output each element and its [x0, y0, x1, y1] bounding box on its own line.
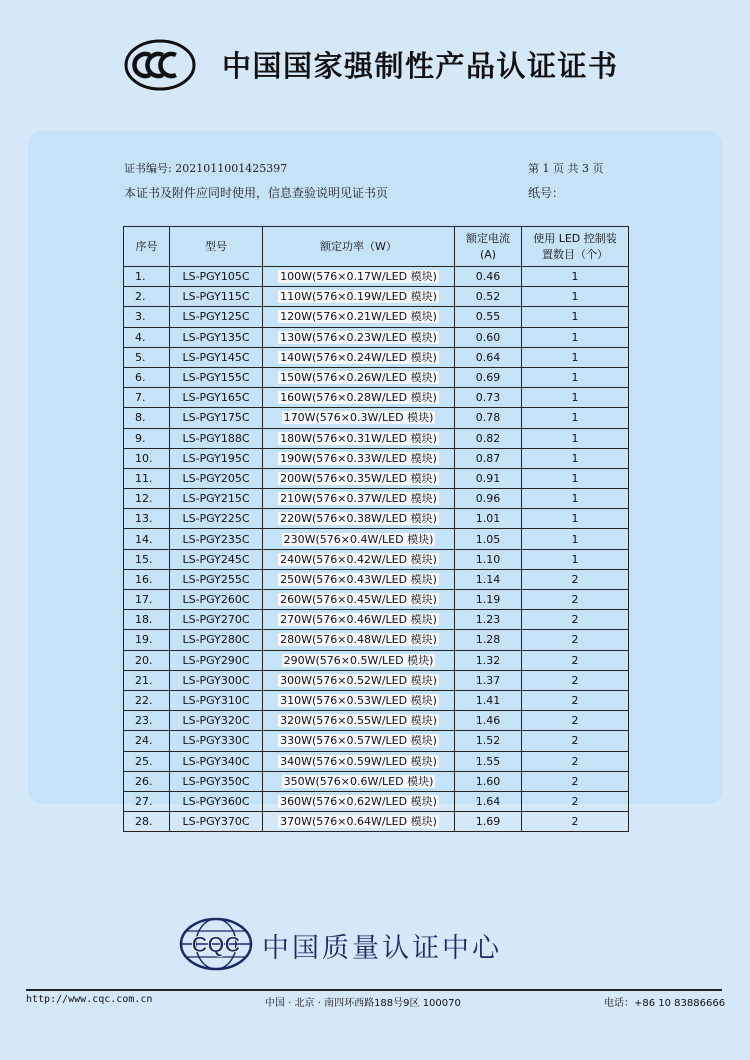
cell-no: 6.	[124, 367, 170, 387]
cell-power: 130W(576×0.23W/LED 模块)	[263, 327, 455, 347]
footer-phone: 电话：+86 10 83886666	[604, 998, 726, 1009]
paper-number-label: 纸号：	[528, 186, 565, 200]
cell-current: 1.14	[455, 569, 522, 589]
cell-controllers: 1	[522, 549, 629, 569]
svg-text:CQC: CQC	[191, 932, 241, 957]
cell-no: 9.	[124, 428, 170, 448]
cell-model: LS-PGY245C	[170, 549, 263, 569]
cell-model: LS-PGY270C	[170, 610, 263, 630]
cell-current: 1.41	[455, 690, 522, 710]
cell-current: 1.60	[455, 771, 522, 791]
cell-model: LS-PGY135C	[170, 327, 263, 347]
header-no: 序号	[124, 227, 170, 267]
cell-power: 260W(576×0.45W/LED 模块)	[263, 590, 455, 610]
cell-model: LS-PGY105C	[170, 267, 263, 287]
cell-controllers: 1	[522, 367, 629, 387]
cell-controllers: 1	[522, 509, 629, 529]
cell-current: 1.01	[455, 509, 522, 529]
cell-controllers: 1	[522, 327, 629, 347]
table-row	[124, 549, 629, 569]
cell-model: LS-PGY290C	[170, 650, 263, 670]
cell-model: LS-PGY300C	[170, 670, 263, 690]
table-row	[124, 267, 629, 287]
table-row	[124, 347, 629, 367]
table-row	[124, 590, 629, 610]
table-header-row	[124, 227, 629, 267]
cell-power: 220W(576×0.38W/LED 模块)	[263, 509, 455, 529]
cell-power: 370W(576×0.64W/LED 模块)	[263, 812, 455, 832]
cell-power: 240W(576×0.42W/LED 模块)	[263, 549, 455, 569]
cell-controllers: 1	[522, 529, 629, 549]
header-power: 额定功率（W）	[263, 227, 455, 267]
cell-no: 12.	[124, 489, 170, 509]
table-row	[124, 428, 629, 448]
cell-current: 0.87	[455, 448, 522, 468]
cell-no: 15.	[124, 549, 170, 569]
cell-current: 1.10	[455, 549, 522, 569]
cell-no: 25.	[124, 751, 170, 771]
table-row	[124, 388, 629, 408]
cell-model: LS-PGY350C	[170, 771, 263, 791]
cell-no: 1.	[124, 267, 170, 287]
cell-current: 1.32	[455, 650, 522, 670]
table-row	[124, 771, 629, 791]
cell-current: 1.64	[455, 791, 522, 811]
cell-current: 1.19	[455, 590, 522, 610]
cell-power: 120W(576×0.21W/LED 模块)	[263, 307, 455, 327]
cell-current: 0.55	[455, 307, 522, 327]
cell-power: 320W(576×0.55W/LED 模块)	[263, 711, 455, 731]
cell-power: 200W(576×0.35W/LED 模块)	[263, 468, 455, 488]
cell-power: 290W(576×0.5W/LED 模块)	[263, 650, 455, 670]
cell-no: 27.	[124, 791, 170, 811]
table-row	[124, 529, 629, 549]
footer-address: 中国 · 北京 · 南四环西路188号9区 100070	[265, 998, 461, 1009]
cell-no: 4.	[124, 327, 170, 347]
cell-current: 0.73	[455, 388, 522, 408]
cell-no: 17.	[124, 590, 170, 610]
table-row	[124, 569, 629, 589]
cell-current: 0.69	[455, 367, 522, 387]
header-model: 型号	[170, 227, 263, 267]
cell-no: 21.	[124, 670, 170, 690]
cell-power: 210W(576×0.37W/LED 模块)	[263, 489, 455, 509]
cell-controllers: 2	[522, 670, 629, 690]
cell-power: 360W(576×0.62W/LED 模块)	[263, 791, 455, 811]
cell-power: 340W(576×0.59W/LED 模块)	[263, 751, 455, 771]
cell-model: LS-PGY255C	[170, 569, 263, 589]
cell-power: 230W(576×0.4W/LED 模块)	[263, 529, 455, 549]
table-row	[124, 468, 629, 488]
cell-model: LS-PGY330C	[170, 731, 263, 751]
model-table	[123, 226, 629, 832]
cqc-logo-icon	[178, 916, 254, 972]
certificate-number: 2021011001425397	[175, 162, 288, 175]
cell-model: LS-PGY125C	[170, 307, 263, 327]
cell-no: 22.	[124, 690, 170, 710]
cell-current: 0.52	[455, 287, 522, 307]
cell-current: 1.52	[455, 731, 522, 751]
certificate-title: 中国国家强制性产品认证证书	[222, 49, 619, 83]
cell-power: 190W(576×0.33W/LED 模块)	[263, 448, 455, 468]
cell-current: 0.78	[455, 408, 522, 428]
cell-model: LS-PGY360C	[170, 791, 263, 811]
cell-controllers: 1	[522, 307, 629, 327]
cell-power: 270W(576×0.46W/LED 模块)	[263, 610, 455, 630]
table-row	[124, 751, 629, 771]
cell-model: LS-PGY310C	[170, 690, 263, 710]
footer-website[interactable]: http://www.cqc.com.cn	[26, 994, 153, 1005]
cell-model: LS-PGY320C	[170, 711, 263, 731]
table-body	[124, 267, 629, 832]
certificate-number-label: 证书编号:	[124, 162, 172, 175]
table-row	[124, 287, 629, 307]
table-row	[124, 610, 629, 630]
cell-no: 28.	[124, 812, 170, 832]
cell-controllers: 1	[522, 448, 629, 468]
ccc-logo-icon	[124, 38, 196, 92]
issuer-name: 中国质量认证中心	[262, 933, 502, 964]
header-current: 额定电流 (A)	[455, 227, 522, 267]
cell-controllers: 2	[522, 711, 629, 731]
header-controllers: 使用 LED 控制装置数目（个）	[522, 227, 629, 267]
cell-no: 19.	[124, 630, 170, 650]
cell-power: 150W(576×0.26W/LED 模块)	[263, 367, 455, 387]
cell-model: LS-PGY280C	[170, 630, 263, 650]
cell-controllers: 2	[522, 771, 629, 791]
cell-current: 0.60	[455, 327, 522, 347]
cell-controllers: 1	[522, 408, 629, 428]
cell-controllers: 2	[522, 690, 629, 710]
cell-controllers: 1	[522, 267, 629, 287]
cell-model: LS-PGY155C	[170, 367, 263, 387]
cell-model: LS-PGY215C	[170, 489, 263, 509]
cell-controllers: 2	[522, 751, 629, 771]
table-row	[124, 791, 629, 811]
cell-model: LS-PGY340C	[170, 751, 263, 771]
cell-power: 350W(576×0.6W/LED 模块)	[263, 771, 455, 791]
cell-no: 18.	[124, 610, 170, 630]
cell-no: 23.	[124, 711, 170, 731]
cell-controllers: 2	[522, 791, 629, 811]
cell-power: 160W(576×0.28W/LED 模块)	[263, 388, 455, 408]
cell-no: 20.	[124, 650, 170, 670]
cell-power: 250W(576×0.43W/LED 模块)	[263, 569, 455, 589]
cell-controllers: 1	[522, 287, 629, 307]
table-row	[124, 812, 629, 832]
table-row	[124, 630, 629, 650]
cell-controllers: 1	[522, 468, 629, 488]
cell-power: 110W(576×0.19W/LED 模块)	[263, 287, 455, 307]
cell-no: 3.	[124, 307, 170, 327]
cell-no: 7.	[124, 388, 170, 408]
footer-divider	[26, 989, 722, 991]
cell-no: 26.	[124, 771, 170, 791]
cell-no: 2.	[124, 287, 170, 307]
cell-no: 13.	[124, 509, 170, 529]
table-row	[124, 448, 629, 468]
table-row	[124, 711, 629, 731]
cell-no: 8.	[124, 408, 170, 428]
cell-model: LS-PGY260C	[170, 590, 263, 610]
cell-controllers: 2	[522, 630, 629, 650]
cell-model: LS-PGY225C	[170, 509, 263, 529]
page-info: 第 1 页 共 3 页	[528, 162, 604, 175]
table-row	[124, 731, 629, 751]
cell-model: LS-PGY205C	[170, 468, 263, 488]
cell-model: LS-PGY175C	[170, 408, 263, 428]
cell-power: 310W(576×0.53W/LED 模块)	[263, 690, 455, 710]
cell-power: 180W(576×0.31W/LED 模块)	[263, 428, 455, 448]
cell-no: 10.	[124, 448, 170, 468]
cell-controllers: 2	[522, 569, 629, 589]
cell-controllers: 1	[522, 347, 629, 367]
cell-controllers: 1	[522, 388, 629, 408]
cell-no: 16.	[124, 569, 170, 589]
cell-model: LS-PGY165C	[170, 388, 263, 408]
cell-current: 0.96	[455, 489, 522, 509]
cell-power: 300W(576×0.52W/LED 模块)	[263, 670, 455, 690]
cell-current: 1.69	[455, 812, 522, 832]
certificate-number-line	[124, 160, 287, 176]
cell-model: LS-PGY145C	[170, 347, 263, 367]
cell-no: 24.	[124, 731, 170, 751]
cell-no: 5.	[124, 347, 170, 367]
cell-model: LS-PGY235C	[170, 529, 263, 549]
table-row	[124, 509, 629, 529]
cell-current: 1.55	[455, 751, 522, 771]
table-row	[124, 489, 629, 509]
table-row	[124, 307, 629, 327]
cell-model: LS-PGY195C	[170, 448, 263, 468]
cell-no: 14.	[124, 529, 170, 549]
cell-model: LS-PGY188C	[170, 428, 263, 448]
cell-model: LS-PGY370C	[170, 812, 263, 832]
cell-current: 0.46	[455, 267, 522, 287]
table-row	[124, 690, 629, 710]
usage-notice: 本证书及附件应同时使用，信息查验说明见证书页	[124, 186, 389, 200]
cell-power: 330W(576×0.57W/LED 模块)	[263, 731, 455, 751]
table-row	[124, 367, 629, 387]
table-row	[124, 408, 629, 428]
cell-controllers: 2	[522, 610, 629, 630]
cell-current: 1.23	[455, 610, 522, 630]
cell-power: 280W(576×0.48W/LED 模块)	[263, 630, 455, 650]
cell-current: 0.82	[455, 428, 522, 448]
cell-controllers: 2	[522, 812, 629, 832]
cell-controllers: 2	[522, 590, 629, 610]
table-row	[124, 670, 629, 690]
table-row	[124, 327, 629, 347]
cell-current: 1.05	[455, 529, 522, 549]
cell-current: 0.64	[455, 347, 522, 367]
cell-power: 170W(576×0.3W/LED 模块)	[263, 408, 455, 428]
cell-model: LS-PGY115C	[170, 287, 263, 307]
cell-no: 11.	[124, 468, 170, 488]
table-row	[124, 650, 629, 670]
cell-current: 0.91	[455, 468, 522, 488]
cell-controllers: 2	[522, 650, 629, 670]
cell-controllers: 1	[522, 428, 629, 448]
cell-current: 1.46	[455, 711, 522, 731]
cell-power: 140W(576×0.24W/LED 模块)	[263, 347, 455, 367]
cell-controllers: 2	[522, 731, 629, 751]
cell-power: 100W(576×0.17W/LED 模块)	[263, 267, 455, 287]
cell-controllers: 1	[522, 489, 629, 509]
cell-current: 1.28	[455, 630, 522, 650]
cell-current: 1.37	[455, 670, 522, 690]
